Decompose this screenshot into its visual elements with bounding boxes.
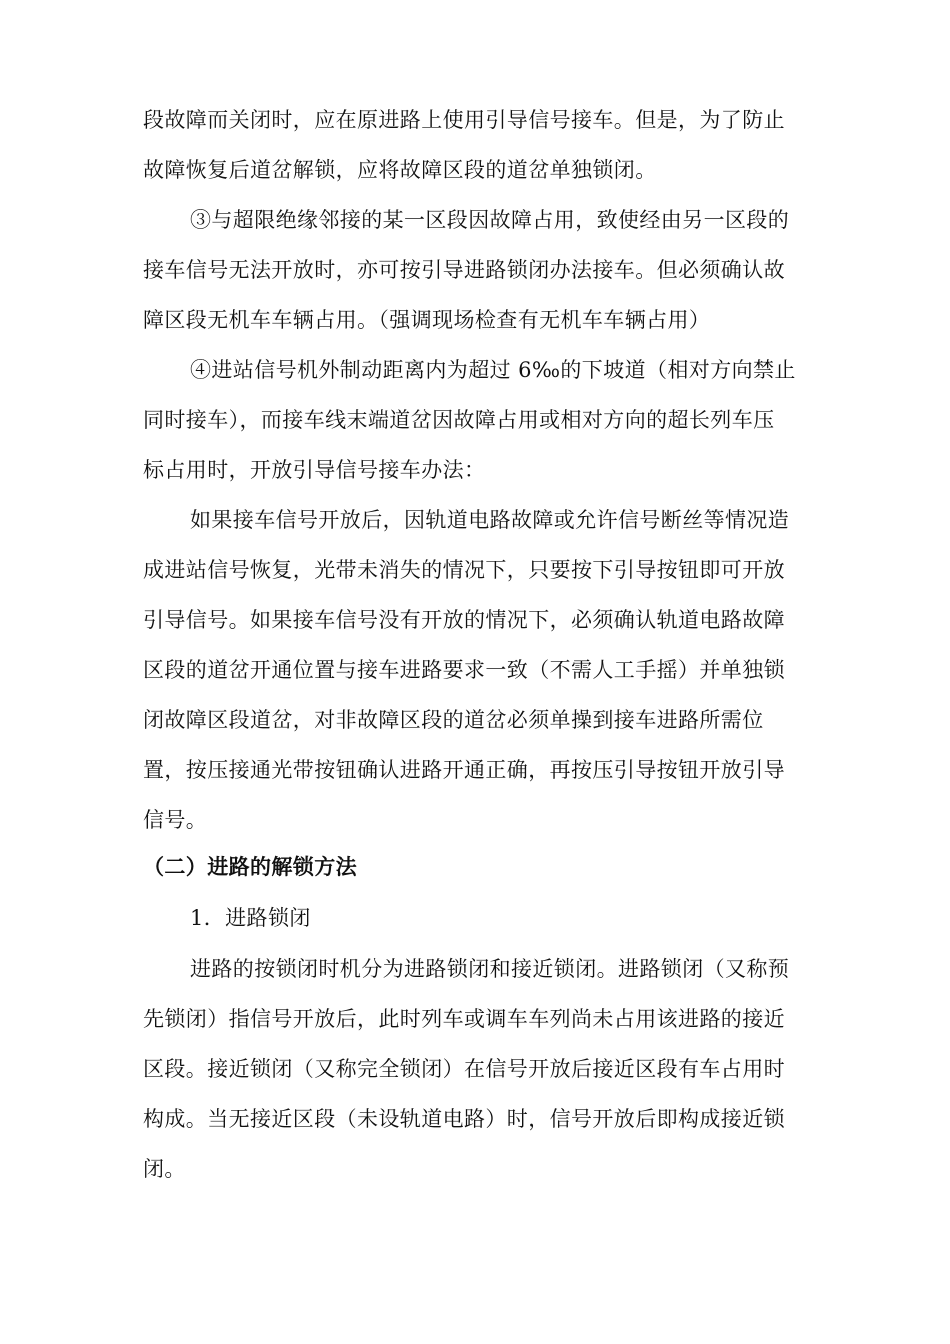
paragraph-line: 闭故障区段道岔，对非故障区段的道岔必须单操到接车进路所需位 xyxy=(143,708,764,732)
paragraph-line: 闭。 xyxy=(143,1157,186,1181)
paragraph-line: 成进站信号恢复，光带未消失的情况下，只要按下引导按钮即可开放 xyxy=(143,558,785,582)
paragraph-line: 同时接车），而接车线末端道岔因故障占用或相对方向的超长列车压 xyxy=(143,408,775,432)
paragraph-line: 区段的道岔开通位置与接车进路要求一致（不需人工手摇）并单独锁 xyxy=(143,658,785,682)
paragraph-line: 段故障而关闭时，应在原进路上使用引导信号接车。但是，为了防止 xyxy=(143,108,785,132)
paragraph-line: 障区段无机车车辆占用。（强调现场检查有无机车车辆占用） xyxy=(143,308,711,332)
paragraph-line: 引导信号。如果接车信号没有开放的情况下，必须确认轨道电路故障 xyxy=(143,608,785,632)
section-heading: （二）进路的解锁方法 xyxy=(143,855,357,879)
paragraph-line: 标占用时，开放引导信号接车办法： xyxy=(143,458,486,482)
paragraph-line: ④进站信号机外制动距离内为超过 6‰的下坡道（相对方向禁止 xyxy=(190,358,796,382)
paragraph-line: ③与超限绝缘邻接的某一区段因故障占用，致使经由另一区段的 xyxy=(190,208,790,232)
paragraph-line: 如果接车信号开放后，因轨道电路故障或允许信号断丝等情况造 xyxy=(190,508,790,532)
paragraph-line: 先锁闭）指信号开放后，此时列车或调车车列尚未占用该进路的接近 xyxy=(143,1007,785,1031)
paragraph-line: 接车信号无法开放时，亦可按引导进路锁闭办法接车。但必须确认故 xyxy=(143,258,785,282)
paragraph-line: 构成。当无接近区段（未设轨道电路）时，信号开放后即构成接近锁 xyxy=(143,1107,785,1131)
paragraph-line: 故障恢复后道岔解锁，应将故障区段的道岔单独锁闭。 xyxy=(143,158,657,182)
paragraph-line: 区段。接近锁闭（又称完全锁闭）在信号开放后接近区段有车占用时 xyxy=(143,1057,785,1081)
paragraph-line: 进路的按锁闭时机分为进路锁闭和接近锁闭。进路锁闭（又称预 xyxy=(190,957,790,981)
paragraph-line: 置，按压接通光带按钮确认进路开通正确，再按压引导按钮开放引导 xyxy=(143,758,785,782)
subsection-title: 1．进路锁闭 xyxy=(190,906,311,930)
paragraph-line: 信号。 xyxy=(143,808,208,832)
